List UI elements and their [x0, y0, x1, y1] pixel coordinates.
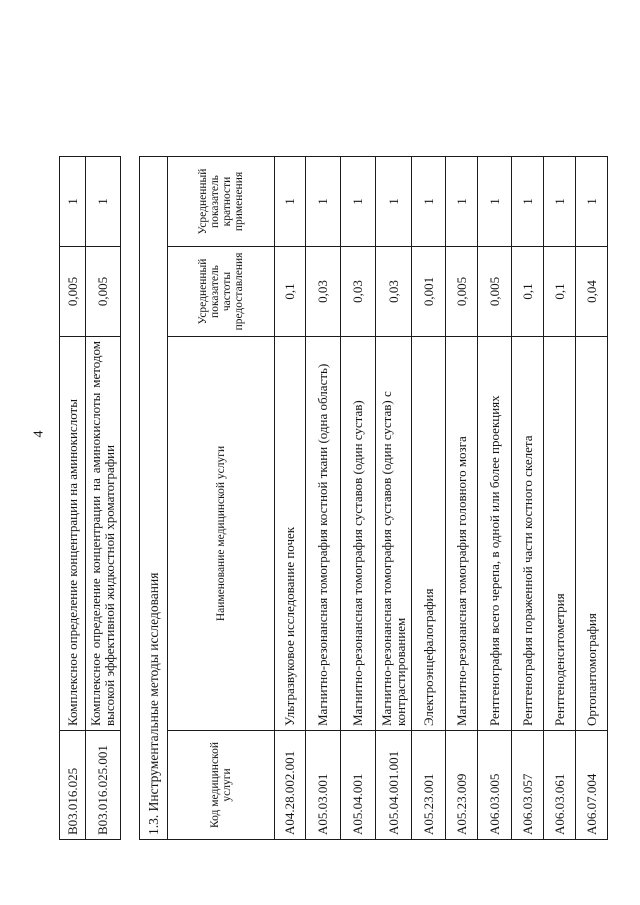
service-code: A05.04.001 — [341, 731, 376, 840]
multiplicity-value: 1 — [376, 157, 412, 247]
section-title: 1.3. Инструментальные методы исследования — [140, 157, 168, 840]
service-code: A06.07.004 — [576, 731, 608, 840]
table-row — [512, 157, 544, 840]
frequency-value: 0,03 — [306, 247, 341, 337]
service-code: A05.23.001 — [412, 731, 446, 840]
table-row — [275, 157, 306, 840]
service-name: Магнитно-резонансная томография костной ткани (одна область) — [306, 337, 341, 731]
service-name: Магнитно-резонансная томография суставов (один сустав) с контрастированием — [376, 337, 412, 731]
service-code: B03.016.025.001 — [86, 731, 121, 840]
frequency-value: 0,03 — [376, 247, 412, 337]
frequency-value: 0,04 — [576, 247, 608, 337]
multiplicity-value: 1 — [341, 157, 376, 247]
table-row — [60, 157, 86, 840]
multiplicity-value: 1 — [60, 157, 86, 247]
multiplicity-value: 1 — [544, 157, 576, 247]
service-name: Магнитно-резонансная томография головного мозга — [446, 337, 478, 731]
table-row — [306, 157, 341, 840]
multiplicity-value: 1 — [446, 157, 478, 247]
header-name: Наименование медицинской услуги — [168, 337, 275, 731]
service-name: Рентгенография всего черепа, в одной или более проекциях — [478, 337, 512, 731]
multiplicity-value: 1 — [86, 157, 121, 247]
service-code: A06.03.057 — [512, 731, 544, 840]
frequency-value: 0,1 — [275, 247, 306, 337]
table-row — [341, 157, 376, 840]
frequency-value: 0,005 — [60, 247, 86, 337]
frequency-value: 0,005 — [86, 247, 121, 337]
service-name: Рентгенография пораженной части костного скелета — [512, 337, 544, 731]
service-name: Комплексное определение концентрации на аминокислоты методом высокой эффективной жидкостной хроматографии — [86, 337, 121, 731]
service-code: A06.03.061 — [544, 731, 576, 840]
multiplicity-value: 1 — [412, 157, 446, 247]
multiplicity-value: 1 — [306, 157, 341, 247]
amino-acid-table — [59, 156, 121, 840]
header-frequency: Усредненный показатель частоты предоставления — [168, 247, 275, 337]
table-row — [376, 157, 412, 840]
frequency-value: 0,005 — [478, 247, 512, 337]
service-name: Комплексное определение концентрации на аминокислоты — [60, 337, 86, 731]
instrumental-methods-table — [139, 156, 608, 840]
frequency-value: 0,1 — [544, 247, 576, 337]
multiplicity-value: 1 — [512, 157, 544, 247]
multiplicity-value: 1 — [275, 157, 306, 247]
service-name: Рентгеноденситометрия — [544, 337, 576, 731]
service-code: A05.04.001.001 — [376, 731, 412, 840]
multiplicity-value: 1 — [478, 157, 512, 247]
table-row — [576, 157, 608, 840]
table-row — [86, 157, 121, 840]
service-name: Электроэнцефалография — [412, 337, 446, 731]
frequency-value: 0,001 — [412, 247, 446, 337]
service-code: A05.03.001 — [306, 731, 341, 840]
header-code: Код медицинской услуги — [168, 731, 275, 840]
service-code: A05.23.009 — [446, 731, 478, 840]
table-row — [412, 157, 446, 840]
section-title-row — [140, 157, 168, 840]
service-code: A04.28.002.001 — [275, 731, 306, 840]
service-code: B03.016.025 — [60, 731, 86, 840]
table-row — [544, 157, 576, 840]
frequency-value: 0,005 — [446, 247, 478, 337]
service-name: Ультразвуковое исследование почек — [275, 337, 306, 731]
header-multiplicity: Усредненный показатель кратности применения — [168, 157, 275, 247]
service-name: Магнитно-резонансная томография суставов (один сустав) — [341, 337, 376, 731]
header-row — [168, 157, 275, 840]
frequency-value: 0,03 — [341, 247, 376, 337]
multiplicity-value: 1 — [576, 157, 608, 247]
table-row — [478, 157, 512, 840]
page-number: 4 — [31, 430, 47, 438]
service-code: A06.03.005 — [478, 731, 512, 840]
rotated-page-content — [59, 0, 599, 840]
service-name: Ортопантомография — [576, 337, 608, 731]
table-row — [446, 157, 478, 840]
frequency-value: 0,1 — [512, 247, 544, 337]
